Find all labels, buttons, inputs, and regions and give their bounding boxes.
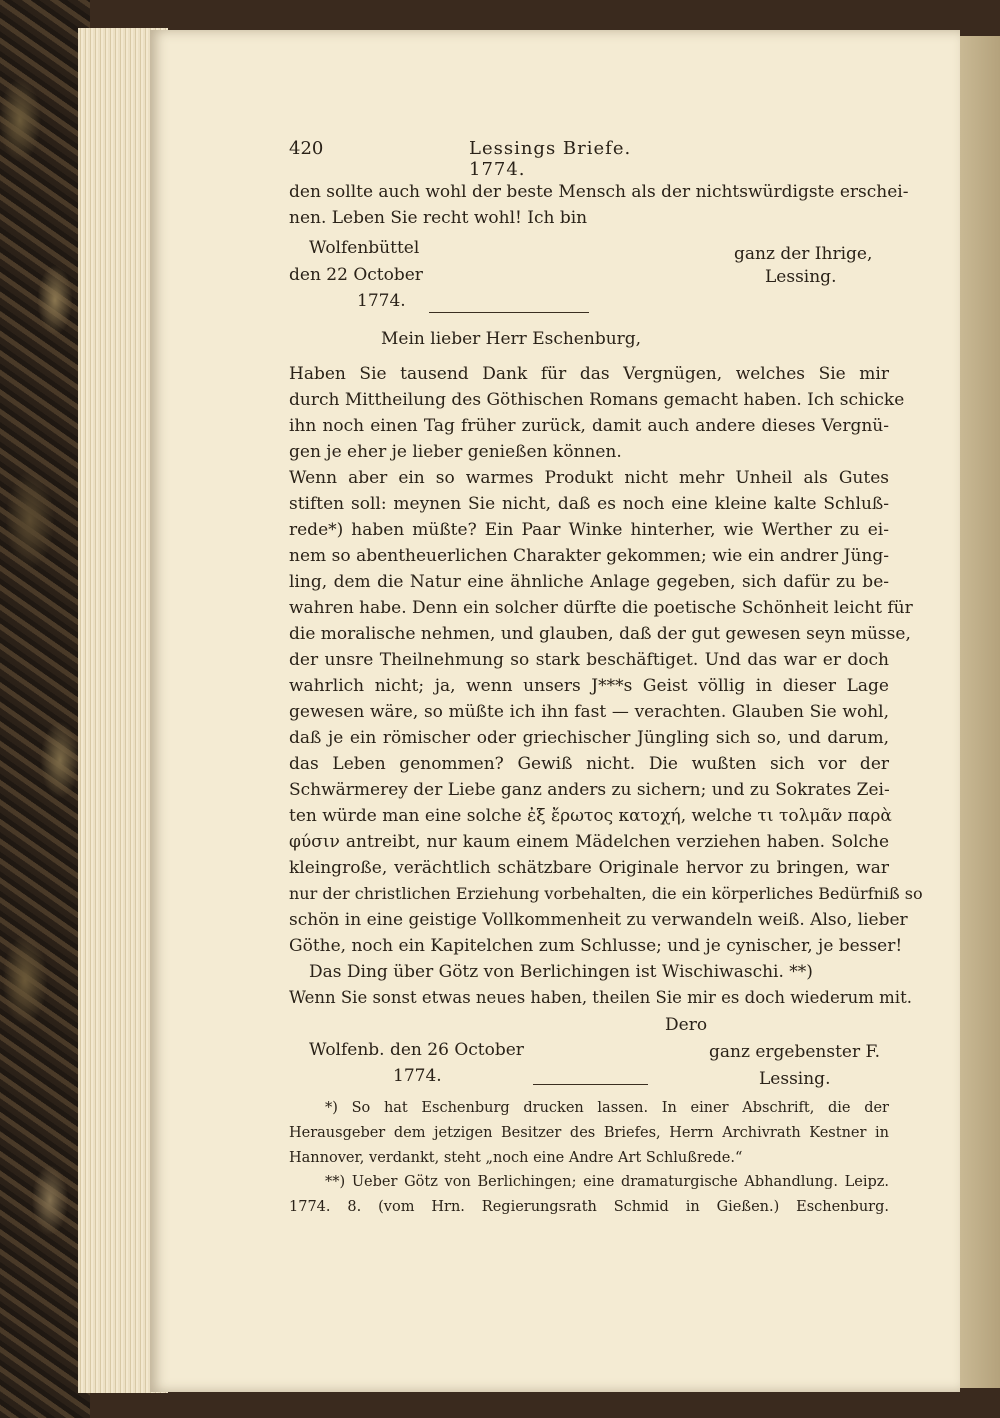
running-title: Lessings Briefe. 1774.	[469, 138, 632, 180]
separator-rule	[533, 1084, 648, 1085]
letter2-line: die moralische nehmen, und glauben, daß der gut gewesen seyn müsse,	[289, 624, 911, 644]
letter2-line: rede*) haben müßte? Ein Paar Winke hinterher, wie Werther zu ei-	[289, 520, 889, 540]
letter2-line: daß je ein römischer oder griechischer Jüngling sich so, und darum,	[289, 728, 889, 748]
letter2-line: φύσιν antreibt, nur kaum einem Mädelchen verziehen haben. Solche	[289, 832, 889, 852]
letter2-dero: Dero	[665, 1015, 708, 1035]
letter2-line: wahren habe. Denn ein solcher dürfte die poetische Schönheit leicht für	[289, 598, 913, 618]
letter2-line: nur der christlichen Erziehung vorbehalten, die ein körperliches Bedürfniß so	[289, 884, 923, 903]
letter1-closing: ganz der Ihrige,	[734, 244, 873, 264]
page-number: 420	[289, 138, 324, 159]
letter2-line: kleingroße, verächtlich schätzbare Originale hervor zu bringen, war	[289, 858, 889, 878]
letter2-salutation: Mein lieber Herr Eschenburg,	[381, 329, 642, 349]
letter2-line: Das Ding über Götz von Berlichingen ist Wischiwaschi. **)	[309, 962, 813, 982]
letter2-line: schön in eine geistige Vollkommenheit zu verwandeln weiß. Also, lieber	[289, 910, 908, 930]
letter2-line: nem so abentheuerlichen Charakter gekommen; wie ein andrer Jüng-	[289, 546, 889, 566]
letter2-line: Göthe, noch ein Kapitelchen zum Schlusse; und je cynischer, je besser!	[289, 936, 903, 956]
letter2-line: gen je eher je lieber genießen können.	[289, 442, 622, 462]
letter2-line: stiften soll: meynen Sie nicht, daß es noch eine kleine kalte Schluß-	[289, 494, 889, 514]
letter2-year: 1774.	[393, 1066, 442, 1086]
footnote-line: **) Ueber Götz von Berlichingen; eine dramaturgische Abhandlung. Leipz.	[325, 1174, 889, 1190]
footnote-line: *) So hat Eschenburg drucken lassen. In einer Abschrift, die der	[325, 1100, 889, 1116]
separator-rule	[429, 312, 589, 313]
letter1-line: nen. Leben Sie recht wohl! Ich bin	[289, 208, 588, 228]
letter2-line: Wenn Sie sonst etwas neues haben, theilen Sie mir es doch wiederum mit.	[289, 988, 912, 1007]
letter1-place: Wolfenbüttel	[309, 238, 420, 258]
letter2-line: gewesen wäre, so müßte ich ihn fast — verachten. Glauben Sie wohl,	[289, 702, 889, 722]
letter2-line: ihn noch einen Tag früher zurück, damit auch andere dieses Vergnü-	[289, 416, 889, 436]
letter1-year: 1774.	[357, 291, 406, 311]
letter1-date: den 22 October	[289, 265, 423, 285]
facing-page-edge	[960, 36, 1000, 1388]
letter2-line: das Leben genommen? Gewiß nicht. Die wußten sich vor der	[289, 754, 889, 774]
letter1-line: den sollte auch wohl der beste Mensch als der nichtswürdigste erschei-	[289, 182, 909, 202]
letter2-line: ten würde man eine solche ἐξ ἔρωτος κατοχή, welche τι τολμᾶν παρὰ	[289, 806, 892, 826]
letter2-line: Haben Sie tausend Dank für das Vergnügen, welches Sie mir	[289, 364, 889, 384]
letter2-line: Wenn aber ein so warmes Produkt nicht mehr Unheil als Gutes	[289, 468, 889, 488]
letter2-line: Schwärmerey der Liebe ganz anders zu sichern; und zu Sokrates Zei-	[289, 780, 890, 800]
footnote-line: Herausgeber dem jetzigen Besitzer des Briefes, Herrn Archivrath Kestner in	[289, 1125, 889, 1141]
letter2-place-date: Wolfenb. den 26 October	[309, 1040, 524, 1060]
book-cover-marbled	[0, 0, 90, 1418]
letter2-line: ling, dem die Natur eine ähnliche Anlage gegeben, sich dafür zu be-	[289, 572, 889, 592]
letter2-line: wahrlich nicht; ja, wenn unsers J***s Geist völlig in dieser Lage	[289, 676, 889, 696]
letter2-line: durch Mittheilung des Göthischen Romans gemacht haben. Ich schicke	[289, 390, 905, 410]
letter1-signature: Lessing.	[765, 267, 837, 287]
footnote-line: 1774. 8. (vom Hrn. Regierungsrath Schmid in Gießen.) Eschenburg.	[289, 1199, 889, 1215]
letter2-signature: Lessing.	[759, 1069, 831, 1089]
letter2-closing: ganz ergebenster F.	[709, 1042, 881, 1062]
footnote-line: Hannover, verdankt, steht „noch eine Andre Art Schlußrede.“	[289, 1150, 743, 1166]
letter2-line: der unsre Theilnehmung so stark beschäftiget. Und das war er doch	[289, 650, 889, 670]
